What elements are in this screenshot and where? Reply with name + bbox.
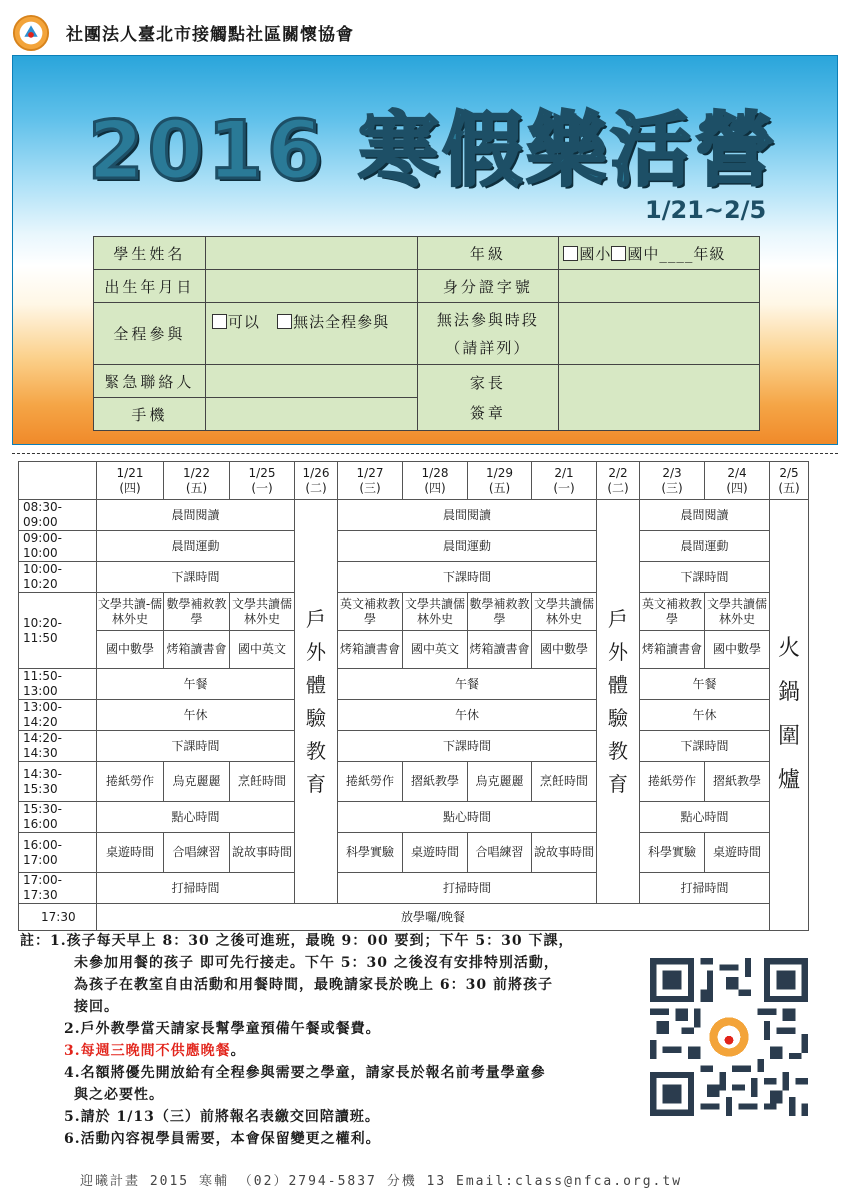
class-cell: 國中英文 <box>403 631 468 669</box>
activity-cell: 晨間閱讀 <box>338 500 597 531</box>
footer-contact: 迎曦計畫 2015 寒輔 （02）2794-5837 分機 13 Email:class@nfca.org.tw <box>80 1174 683 1189</box>
date-header: 1/27 (三) <box>338 462 403 500</box>
activity-cell: 午餐 <box>338 669 597 700</box>
absent-period-label: 無法參與時段 <box>436 310 539 329</box>
checkbox-can[interactable] <box>212 314 227 329</box>
option-junior-high: 國中____年級 <box>627 244 726 263</box>
note-1-cont: 未參加用餐的孩子 即可先行接走。下午 5：30 之後沒有安排特別活動， <box>74 955 559 971</box>
activity-cell: 午休 <box>97 700 295 731</box>
class-cell: 捲紙勞作 <box>338 762 403 802</box>
class-cell: 英文補救教學 <box>338 593 403 631</box>
class-cell: 說故事時間 <box>230 833 295 873</box>
banner-dates: 1/21~2/5 <box>645 196 767 224</box>
id-number-field[interactable] <box>559 270 760 303</box>
activity-cell: 打掃時間 <box>640 873 770 904</box>
class-cell: 烹飪時間 <box>230 762 295 802</box>
class-cell: 國中數學 <box>705 631 770 669</box>
class-cell: 合唱練習 <box>468 833 532 873</box>
time-cell: 10:00-10:20 <box>19 562 97 593</box>
activity-cell: 晨間閱讀 <box>640 500 770 531</box>
activity-cell: 下課時間 <box>338 731 597 762</box>
registration-form <box>93 236 760 431</box>
class-cell: 說故事時間 <box>532 833 597 873</box>
activity-cell: 午休 <box>640 700 770 731</box>
class-cell: 烤箱讀書會 <box>640 631 705 669</box>
class-cell: 桌遊時間 <box>97 833 164 873</box>
option-cannot: 無法全程參與 <box>293 313 390 331</box>
label-student-name: 學生姓名 <box>94 237 206 270</box>
activity-cell: 下課時間 <box>640 731 770 762</box>
absent-period-detail: （請詳列） <box>445 338 531 357</box>
activity-cell: 下課時間 <box>97 562 295 593</box>
absent-period-field[interactable] <box>559 303 760 365</box>
class-cell: 數學補救教學 <box>164 593 230 631</box>
checkbox-junior-high[interactable] <box>611 246 626 261</box>
checkbox-cannot[interactable] <box>277 314 292 329</box>
activity-cell: 晨間閱讀 <box>97 500 295 531</box>
class-cell: 英文補救教學 <box>640 593 705 631</box>
note-4: 4.名額將優先開放給有全程參與需要之學童，請家長於報名前考量學童參 <box>64 1065 546 1081</box>
note-1: 註：1.孩子每天早上 8：30 之後可進班，最晚 9：00 要到；下午 5：30 下課， <box>20 933 574 949</box>
class-cell: 文學共讀-儒林外史 <box>97 593 164 631</box>
date-header: 1/22 (五) <box>164 462 230 500</box>
note-6: 6.活動內容視學員需要，本會保留變更之權利。 <box>64 1131 381 1147</box>
note-4-cont: 與之必要性。 <box>74 1087 164 1103</box>
class-cell: 捲紙勞作 <box>97 762 164 802</box>
time-cell: 17:30 <box>19 904 97 931</box>
activity-cell: 晨間運動 <box>640 531 770 562</box>
time-cell: 10:20-11:50 <box>19 593 97 669</box>
class-cell: 國中數學 <box>532 631 597 669</box>
activity-cell: 放學囉/晚餐 <box>97 904 770 931</box>
parent-label: 家長 <box>469 373 506 392</box>
class-cell: 數學補救教學 <box>468 593 532 631</box>
class-cell: 摺紙教學 <box>403 762 468 802</box>
org-name: 社團法人臺北市接觸點社區關懷協會 <box>66 25 354 45</box>
mobile-field[interactable] <box>205 398 417 431</box>
date-header: 2/4 (四) <box>705 462 770 500</box>
banner-title: 2016 寒假樂活營 <box>88 104 779 197</box>
label-absent-period <box>417 303 559 365</box>
time-cell: 09:00-10:00 <box>19 531 97 562</box>
notes <box>20 930 630 1150</box>
label-id-number: 身分證字號 <box>417 270 559 303</box>
activity-cell: 點心時間 <box>640 802 770 833</box>
class-cell: 烤箱讀書會 <box>338 631 403 669</box>
time-cell: 15:30-16:00 <box>19 802 97 833</box>
class-cell: 烤箱讀書會 <box>164 631 230 669</box>
time-cell: 13:00-14:20 <box>19 700 97 731</box>
activity-cell: 午餐 <box>97 669 295 700</box>
date-header: 2/3 (三) <box>640 462 705 500</box>
date-header: 2/1 (一) <box>532 462 597 500</box>
activity-cell: 點心時間 <box>338 802 597 833</box>
label-grade: 年級 <box>417 237 559 270</box>
activity-cell: 下課時間 <box>97 731 295 762</box>
note-1-cont: 為孩子在教室自由活動和用餐時間，最晚請家長於晚上 6：30 前將孩子 <box>74 977 553 993</box>
class-cell: 合唱練習 <box>164 833 230 873</box>
class-cell: 文學共讀儒林外史 <box>532 593 597 631</box>
student-name-field[interactable] <box>205 237 417 270</box>
emergency-contact-field[interactable] <box>205 365 417 398</box>
class-cell: 摺紙教學 <box>705 762 770 802</box>
time-cell: 16:00-17:00 <box>19 833 97 873</box>
option-elementary: 國小 <box>579 244 612 263</box>
class-cell: 桌遊時間 <box>403 833 468 873</box>
note-3: 3.每週三晚間不供應晚餐。 <box>64 1043 246 1059</box>
corner-cell <box>19 462 97 500</box>
label-emergency-contact: 緊急聯絡人 <box>94 365 206 398</box>
participation-field[interactable] <box>205 303 417 365</box>
signature-label: 簽章 <box>469 403 506 422</box>
org-logo <box>12 14 50 52</box>
label-full-participation: 全程參與 <box>94 303 206 365</box>
date-header: 2/5 (五) <box>770 462 809 500</box>
date-header: 1/21 (四) <box>97 462 164 500</box>
activity-cell: 晨間運動 <box>338 531 597 562</box>
date-header: 1/28 (四) <box>403 462 468 500</box>
activity-cell: 打掃時間 <box>97 873 295 904</box>
activity-cell: 下課時間 <box>640 562 770 593</box>
note-3-text: 每週三晚間不供應晚餐 <box>80 1043 231 1059</box>
time-cell: 14:20-14:30 <box>19 731 97 762</box>
class-cell: 烹飪時間 <box>532 762 597 802</box>
class-cell: 國中英文 <box>230 631 295 669</box>
note-1-cont: 接回。 <box>74 999 119 1015</box>
class-cell: 國中數學 <box>97 631 164 669</box>
label-parent-signature <box>417 365 559 431</box>
time-cell: 14:30-15:30 <box>19 762 97 802</box>
checkbox-elementary[interactable] <box>563 246 578 261</box>
cut-line <box>12 453 838 454</box>
class-cell: 烏克麗麗 <box>164 762 230 802</box>
date-header: 2/2 (二) <box>597 462 640 500</box>
activity-cell: 打掃時間 <box>338 873 597 904</box>
class-cell: 文學共讀儒林外史 <box>403 593 468 631</box>
date-header: 1/29 (五) <box>468 462 532 500</box>
hotpot-cell: 火 鍋 圍 爐 <box>770 500 809 931</box>
class-cell: 捲紙勞作 <box>640 762 705 802</box>
option-can: 可以 <box>227 313 260 331</box>
schedule-header-row <box>19 462 809 500</box>
class-cell: 烤箱讀書會 <box>468 631 532 669</box>
date-header: 1/25 (一) <box>230 462 295 500</box>
time-cell: 17:00-17:30 <box>19 873 97 904</box>
signature-field[interactable] <box>559 365 760 431</box>
class-cell: 文學共讀儒林外史 <box>705 593 770 631</box>
activity-cell: 點心時間 <box>97 802 295 833</box>
grade-field[interactable] <box>559 237 760 270</box>
activity-cell: 下課時間 <box>338 562 597 593</box>
qr-code-icon[interactable] <box>650 958 808 1116</box>
outdoor-education-cell: 戶 外 體 驗 教 育 <box>597 500 640 904</box>
label-birth-date: 出生年月日 <box>94 270 206 303</box>
class-cell: 烏克麗麗 <box>468 762 532 802</box>
date-header: 1/26 (二) <box>295 462 338 500</box>
schedule-table <box>18 461 809 931</box>
class-cell: 科學實驗 <box>640 833 705 873</box>
time-cell: 08:30-09:00 <box>19 500 97 531</box>
activity-cell: 午餐 <box>640 669 770 700</box>
activity-cell: 午休 <box>338 700 597 731</box>
time-cell: 11:50-13:00 <box>19 669 97 700</box>
birth-date-field[interactable] <box>205 270 417 303</box>
note-2: 2.戶外教學當天請家長幫學童預備午餐或餐費。 <box>64 1021 381 1037</box>
activity-cell: 晨間運動 <box>97 531 295 562</box>
class-cell: 桌遊時間 <box>705 833 770 873</box>
class-cell: 科學實驗 <box>338 833 403 873</box>
note-5: 5.請於 1/13（三）前將報名表繳交回陪讀班。 <box>64 1109 380 1125</box>
class-cell: 文學共讀儒林外史 <box>230 593 295 631</box>
label-mobile: 手機 <box>94 398 206 431</box>
outdoor-education-cell: 戶 外 體 驗 教 育 <box>295 500 338 904</box>
